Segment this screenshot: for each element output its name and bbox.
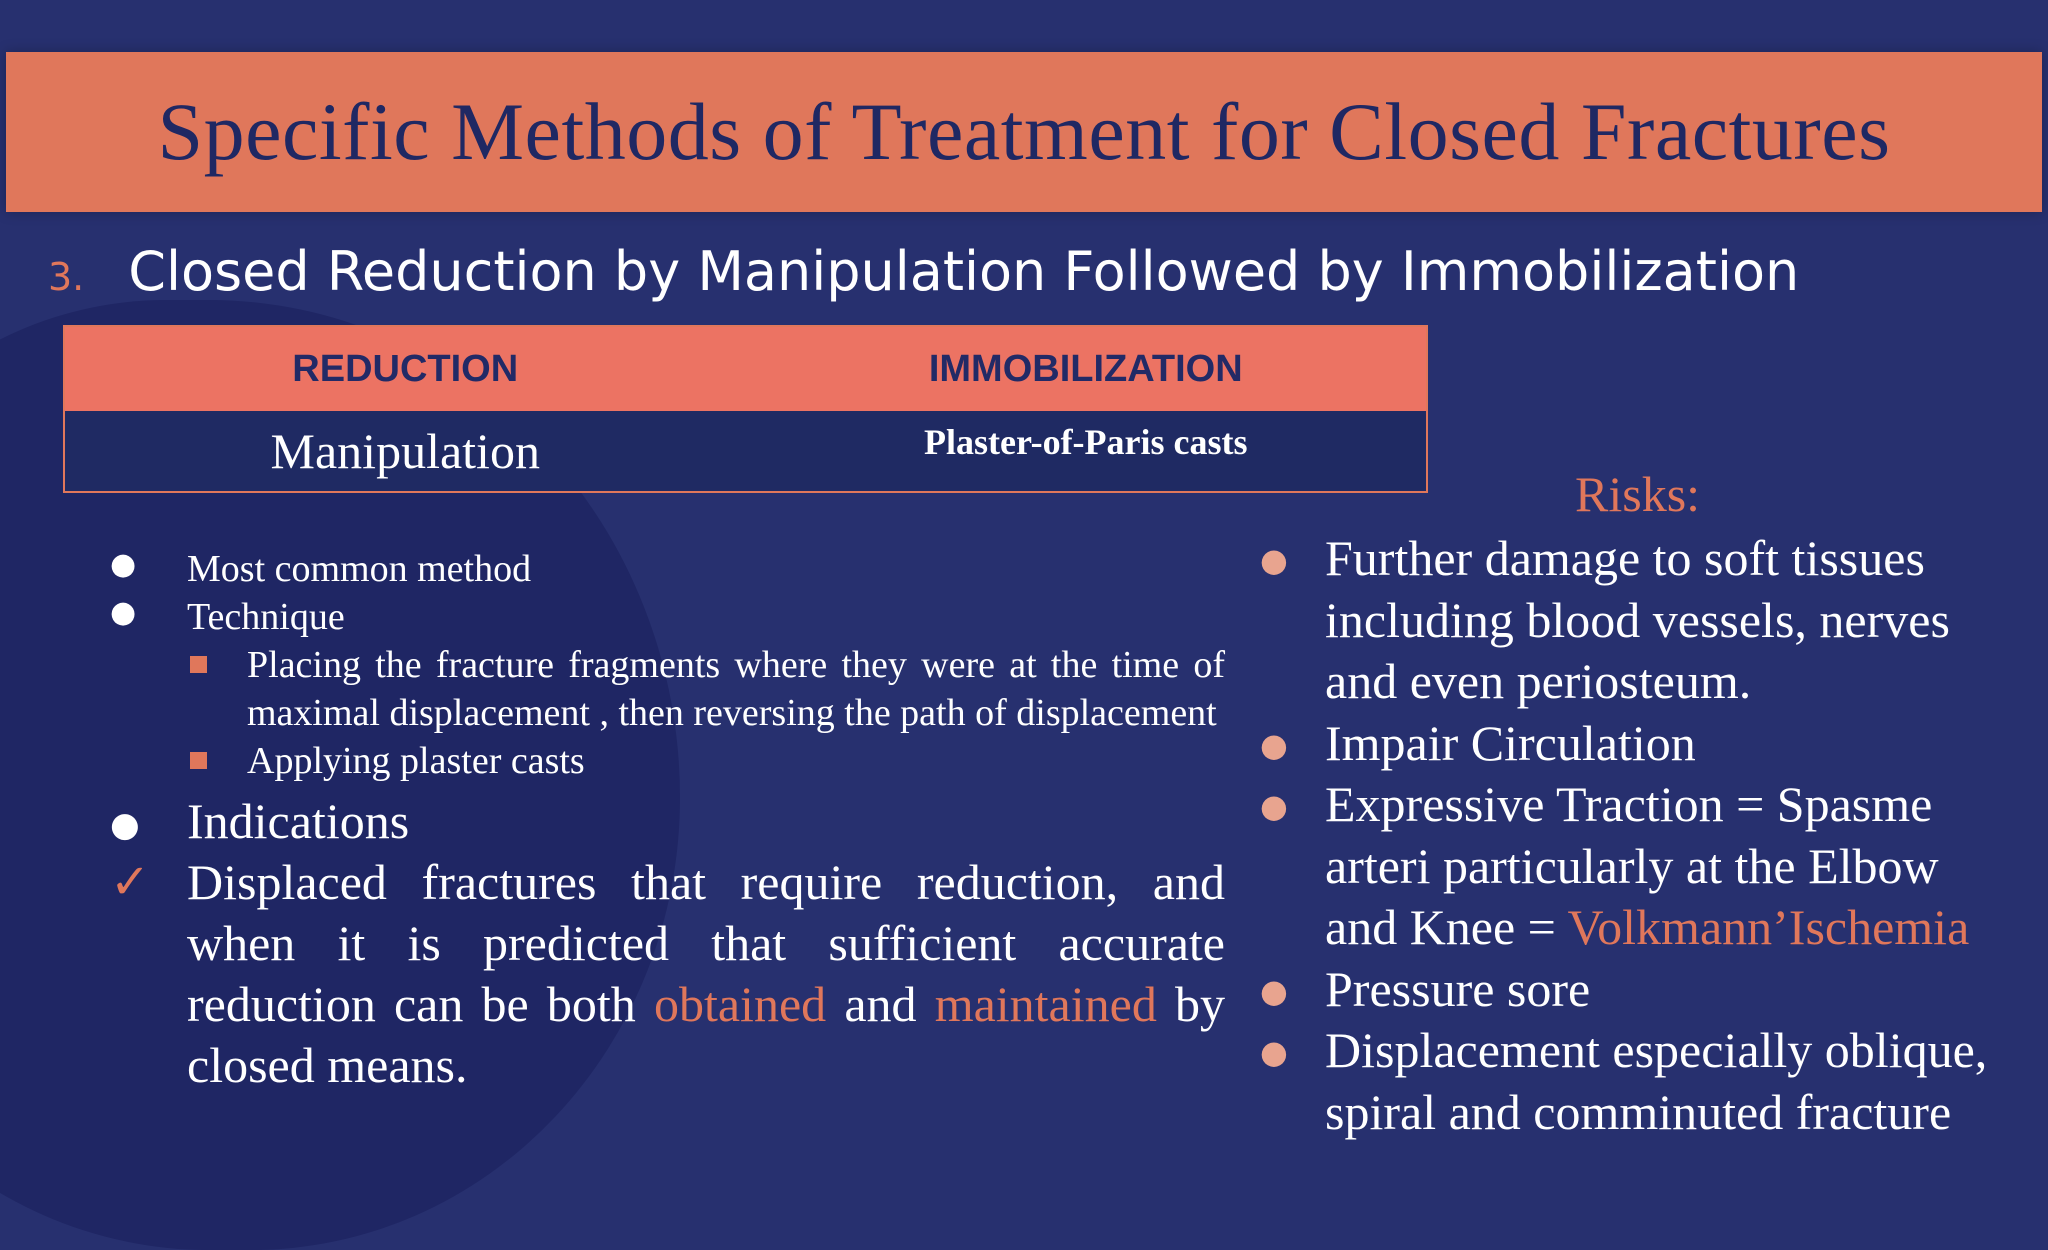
list-item: [110, 545, 1225, 593]
square-bullet-icon: [190, 656, 207, 673]
section-heading-text: Closed Reduction by Manipulation Followed by Immobilization: [128, 240, 1800, 303]
square-bullet-icon: [190, 752, 207, 769]
list-item: [110, 593, 1225, 641]
check-text: Displaced fractures that require reduction, and when it is predicted that sufficient accurate reduction can be both: [187, 854, 1225, 1032]
bullet-icon: ●: [110, 805, 140, 845]
risks-heading: Risks:: [1575, 466, 1701, 522]
bullet-icon: ●: [1260, 971, 1288, 1010]
bullet-icon: ●: [1260, 541, 1288, 579]
table-header-immobilization: IMMOBILIZATION: [928, 347, 1243, 390]
sub-list-item: [110, 737, 1225, 785]
highlight-volkmann: Volkmann’Ischemia: [1567, 899, 1970, 955]
list-item-text: Further damage to soft tissues including blood vessels, nerves and even periosteum.: [1325, 530, 1950, 709]
list-item-text: Displacement especially oblique, spiral and comminuted fracture: [1325, 1022, 1988, 1140]
list-item-text: Impair Circulation: [1325, 714, 1696, 771]
title-banner: [6, 52, 2042, 212]
bullet-icon: ●: [1260, 787, 1288, 825]
sub-list-item-text: Applying plaster casts: [247, 740, 585, 782]
list-item: [1260, 1020, 2005, 1143]
table-header-reduction: REDUCTION: [292, 347, 519, 390]
bullet-icon: ●: [1260, 725, 1288, 764]
list-item-text: Expressive Traction = Spasme arteri particularly at the Elbow and Knee =: [1325, 776, 1939, 955]
list-item: [1260, 528, 2005, 713]
list-item: [1260, 774, 2005, 959]
sub-list-item: [110, 641, 1225, 737]
table-row: [65, 411, 1426, 491]
highlight-obtained: obtained: [653, 976, 827, 1032]
list-item-text: Most common method: [187, 548, 532, 590]
left-bullet-list: [110, 545, 1225, 1096]
reduction-immobilization-table: [63, 325, 1428, 493]
section-heading: [48, 240, 1799, 303]
check-list-item: [110, 852, 1225, 1096]
list-item: [110, 791, 1225, 852]
section-number: 3.: [48, 255, 85, 299]
list-item: [1260, 713, 2005, 775]
slide-title: Specific Methods of Treatment for Closed Fractures: [157, 86, 1891, 177]
table-header-row: [65, 327, 1426, 411]
bullet-icon: ●: [1260, 1033, 1288, 1071]
bullet-icon: ●: [110, 595, 137, 630]
checkmark-icon: ✓: [110, 854, 151, 910]
risks-list: [1260, 528, 2005, 1143]
list-item-text: Technique: [187, 596, 345, 638]
check-text: by closed means.: [187, 976, 1226, 1093]
highlight-maintained: maintained: [934, 976, 1157, 1032]
list-item-text: Pressure sore: [1325, 960, 1591, 1017]
check-text: and: [844, 976, 917, 1032]
list-item-text: Indications: [187, 793, 410, 849]
list-item: [1260, 959, 2005, 1021]
bullet-icon: ●: [110, 547, 137, 582]
sub-list-item-text: Placing the fracture fragments where they were at the time of maximal displacement , then reversing the path of displacement: [247, 644, 1225, 734]
table-cell-reduction: Manipulation: [270, 423, 540, 479]
table-cell-immobilization: Plaster-of-Paris casts: [923, 422, 1248, 462]
